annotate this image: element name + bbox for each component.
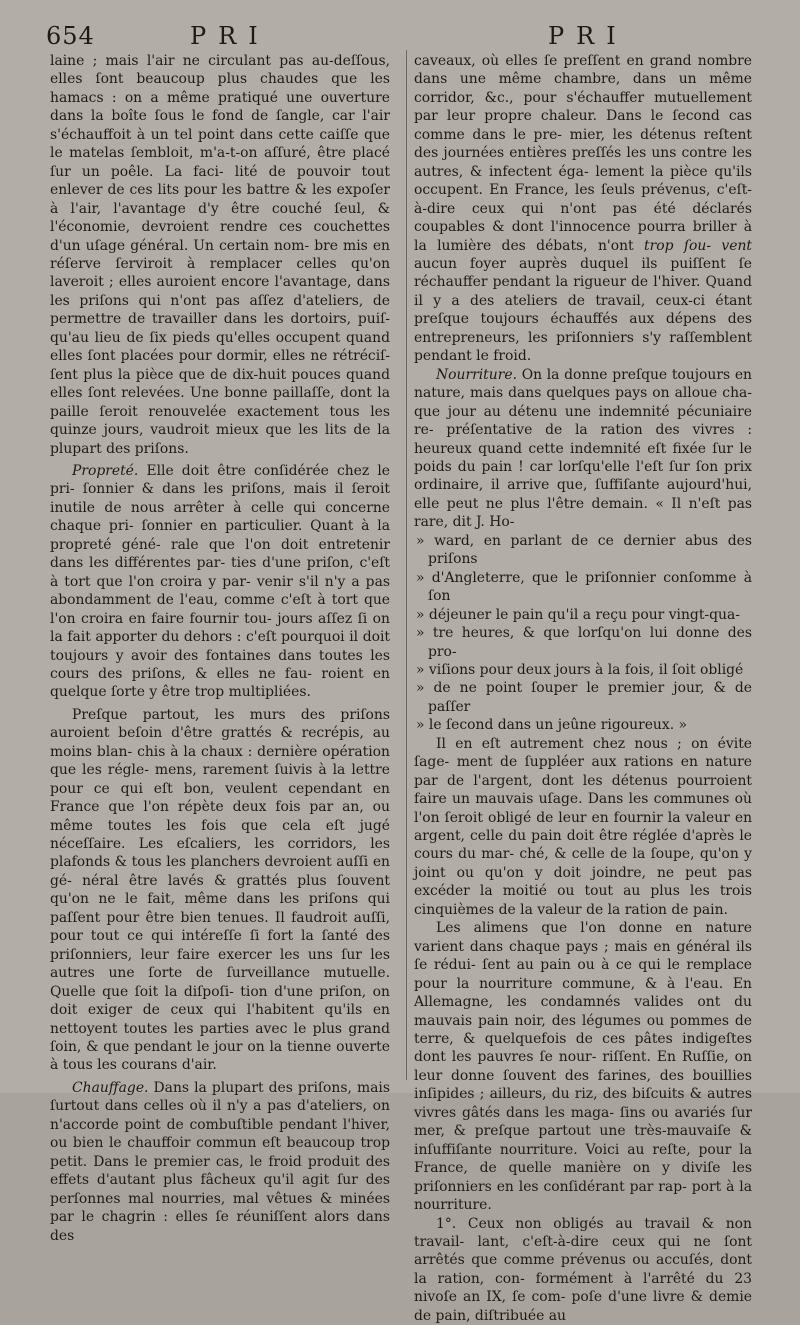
text-line: elles ſont placées pour dormir, elles ne rétréciſ- bbox=[50, 348, 390, 365]
running-head-right: PRI bbox=[548, 22, 628, 50]
section-heading-proprete: Propreté. bbox=[72, 462, 139, 479]
text-line: 1°. Ceux non obligés au travail & non travail- bbox=[414, 1215, 752, 1250]
text-line: comme prévenus ou accuſés, dont la ration, con- bbox=[414, 1252, 753, 1287]
text-line: couchettes d'un uſage général. Un certain nom- bbox=[50, 219, 390, 254]
text-line: poſe d'une livre & demie de pain, diſtribuée au bbox=[414, 1289, 753, 1324]
text-line: fait, même dans les priſons qui paſſent pour être bbox=[50, 891, 390, 926]
text-line: ment de ſuppléer aux rations en nature par de bbox=[414, 754, 752, 789]
text-line: point dans cette caiſſe que le matelas ſembloit, bbox=[50, 126, 391, 162]
text-line: n'accorde point de combuſtible pendant l'hiver, bbox=[50, 1116, 390, 1133]
text-line: ſurtout dans celles où il n'y a pas d'ateliers, on bbox=[50, 1098, 390, 1115]
paragraph-presque bbox=[50, 706, 390, 1075]
text-line: obligé de leur en fournir la valeur en argent, celle bbox=[414, 809, 753, 845]
text-line: de ces pâtes indigeſtes dont les pauvres ſe nour- bbox=[414, 1031, 752, 1066]
text-line: chis à la chaux : dernière opération que les régle- bbox=[50, 743, 390, 779]
text-line: ſurveillance mutuelle. Quelle que ſoit la diſpoſi- bbox=[50, 965, 391, 1000]
text-line: ſent plus la pièce que de dix-huit pouces quand bbox=[50, 366, 390, 383]
text-line: Preſque partout, les murs des priſons auroient bbox=[50, 706, 390, 742]
text-line: ſins ou avariés ſur mer, & preſque partout une bbox=[414, 1104, 752, 1140]
text-line: l'habitent qu'ils en nettoyent toutes les parties bbox=[50, 1002, 390, 1037]
text-line: de nous arrêter à celle qui concerne chaque pri- bbox=[50, 499, 390, 535]
text-line: intéreſſe ſi fort la ſanté des priſonniers, leur bbox=[50, 928, 391, 963]
text-line: qu'on laveroit ; elles auroient encore l'avantage, bbox=[50, 255, 391, 291]
text-line: petit. Dans le premier cas, le froid produit des bbox=[50, 1153, 390, 1170]
text-line: rale que l'on doit entretenir dans les différentes par- bbox=[50, 536, 390, 572]
text-line: m'a-t-on aſſuré, être placé ſur un poêle. La faci- bbox=[50, 145, 390, 180]
text-line: elles ſont relevées. Une bonne paillaſſe, dont la bbox=[50, 385, 390, 402]
text-line: lité de pouvoir tout enlever de ces lits pour les bbox=[50, 163, 390, 199]
text-line: chaleur. Dans le ſecond cas comme dans le pre- bbox=[414, 108, 753, 143]
text-line: des biſcuits & autres vivres gâtés dans les maga- bbox=[414, 1086, 752, 1121]
text-line: mens, rarement ſuivis à la lettre pour ce qui eſt bbox=[50, 762, 391, 797]
paragraph-point-one bbox=[414, 1215, 752, 1325]
text-line: des légumes ou pommes de terre, & quelquefois bbox=[414, 1012, 752, 1048]
text-line: ſent au pain ou à ce qui le remplace pour la bbox=[414, 957, 753, 992]
text-line: dans toutes les cours des priſons, & elles ne fau- bbox=[50, 647, 390, 682]
text-line: toujours échauffés aux dépens des entrepreneurs, bbox=[414, 311, 752, 346]
quote-line: » de ne point ſouper le premier jour, & de paſſer bbox=[414, 679, 752, 716]
text-line: y doit joindre, ne peut pas excéder la moitié bbox=[414, 864, 752, 900]
text-line: riſſent. En Ruſſie, on leur donne ſouvent des bbox=[414, 1049, 752, 1084]
text-line: On la donne preſque toujours en bbox=[517, 366, 752, 383]
paragraph-nourriture bbox=[414, 366, 752, 532]
text-line: a même pratiqué une ouverture dans la boîte ſous bbox=[50, 89, 390, 125]
text-line: permettre de travailler dans les dortoirs, puiſ- bbox=[50, 311, 390, 328]
text-line: ſonnier en particulier. Quant à la propreté géné- bbox=[50, 518, 391, 553]
text-line: ou tout au plus les trois cinquièmes de la valeur de bbox=[414, 883, 752, 918]
text-line: Dans la plupart des priſons, mais bbox=[148, 1079, 390, 1096]
text-line: reſte, pour la France, de quelle manière on y bbox=[414, 1141, 753, 1177]
text-line: diviſe les priſonniers en les conſidérant par rap- bbox=[414, 1160, 752, 1195]
running-head-left: PRI bbox=[190, 22, 270, 50]
paragraph-lits bbox=[50, 52, 390, 458]
text-line: bien tenues. Il faudroit auſſi, pour tout ce qui bbox=[50, 909, 390, 945]
paragraph-proprete bbox=[50, 462, 390, 702]
text-line: été déclarés coupables & dont l'innocence pourra bbox=[414, 200, 752, 236]
text-line: pain ! car lorſqu'elle l'eſt ſur ſon prix ordinaire, bbox=[414, 458, 752, 494]
text-line: ſonnier & dans les priſons, mais il ſeroit inutile bbox=[50, 481, 390, 516]
text-line: le fond de ſangle, car l'air s'échauffoit à un tel bbox=[50, 108, 390, 143]
italic-phrase: vent bbox=[721, 237, 753, 254]
text-line: venir s'il n'y a pas abondamment de l'eau, comme bbox=[50, 573, 390, 609]
text-line: caveaux, où elles ſe preſſent en grand nombre dans bbox=[414, 53, 752, 88]
text-line: lement la pièce qu'ils occupent. En France, les bbox=[414, 163, 753, 199]
text-line: briller à la lumière des débats, n'ont bbox=[414, 219, 752, 254]
text-line: ché, & celle de la ſoupe, qu'on y joint ou qu'on bbox=[414, 846, 752, 881]
page-header bbox=[0, 18, 800, 52]
text-line: tion d'une priſon, on doit exiger de ceux qui bbox=[50, 983, 390, 1019]
text-line: bre mis en réſerve ſerviroit à remplacer celles bbox=[50, 237, 390, 272]
text-line: preſſés les uns contre les autres, & infectent éga- bbox=[414, 145, 752, 180]
text-line: jours, vaudroit mieux que les lits de la plupart bbox=[50, 422, 390, 457]
text-line: Les alimens que l'on donne en nature varient bbox=[414, 920, 752, 955]
quote-line: » d'Angleterre, que le priſonnier conſomme à ſon bbox=[414, 569, 752, 606]
paragraph-il-en-est bbox=[414, 735, 752, 920]
text-line: roient en quelque ſorte y être trop multipliées. bbox=[50, 665, 391, 701]
text-line: faire exercer les uns ſur les autres une ſorte de bbox=[50, 946, 390, 982]
text-line: dans les priſons qui n'ont pas aſſez d'ateliers, de bbox=[50, 274, 390, 309]
text-line: les priſonniers s'y raſſemblent pendant le froid. bbox=[414, 329, 752, 365]
text-line: port à la nourriture. bbox=[414, 1178, 752, 1214]
text-line: quand cette indemnité eſt fixée ſur le poids du bbox=[414, 440, 752, 475]
text-line: pour s'échauffer mutuellement par leur propre bbox=[414, 89, 753, 125]
text-line: par le chagrin : elles ſe réuniſſent alors dans des bbox=[50, 1209, 390, 1244]
text-line: laine ; mais l'air ne circulant pas au-deſſous, elles bbox=[50, 53, 390, 88]
text-line: formément à l'arrêté du 23 nivoſe an IX, ſe com- bbox=[414, 1270, 752, 1306]
text-line: paille ſeroit renouvelée exactement tous les quinze bbox=[50, 403, 390, 439]
text-line: nature, mais dans quelques pays on alloue cha- bbox=[414, 385, 752, 402]
section-heading-chauffage: Chauffage. bbox=[72, 1079, 149, 1096]
text-line: qu'au lieu de ſix pieds qu'elles occupent quand bbox=[50, 329, 390, 346]
text-line: la ration de pain. bbox=[607, 901, 728, 918]
quote-line: » déjeuner le pain qu'il a reçu pour vingt-qua- bbox=[414, 606, 752, 624]
text-line: ou bien le chauffoir commun eſt beaucoup trop bbox=[50, 1135, 390, 1152]
italic-phrase: trop ſou- bbox=[644, 237, 712, 254]
text-line: il arrive que, ſuffiſante aujourd'hui, elle peut ne bbox=[414, 477, 753, 512]
text-line: beſoin d'être grattés & recrépis, au moins blan- bbox=[50, 725, 390, 760]
text-line: aucun foyer auprès duquel ils puiſſent ſe bbox=[414, 255, 752, 272]
text-line: lant, c'eſt-à-dire ceux qui ne ſont arrêtés que bbox=[414, 1234, 752, 1269]
text-line: perſonnes mal nourries, mal vêtues & minées bbox=[50, 1190, 390, 1207]
text-line: mier, les détenus reſtent des journées entières bbox=[414, 126, 753, 162]
text-line: que jour au détenu une indemnité pécuniaire re- bbox=[414, 403, 752, 439]
text-line: effets d'autant plus fâcheux qu'il agit ſur des bbox=[50, 1172, 390, 1189]
text-line: mauvais uſage. Dans les communes où l'on ſeroit bbox=[414, 791, 752, 826]
text-line: une même chambre, dans un même corridor, &c., bbox=[414, 71, 753, 106]
text-line: on la tienne ouverte à tous les courans d'air. bbox=[50, 1039, 390, 1074]
text-line: jours aſſez ſi on la fait apporter du dehors : c'eſt bbox=[50, 610, 390, 646]
text-line: couché ſeul, & l'économie, devroient rendre ces bbox=[50, 200, 390, 236]
text-line: néral être lavés & grattés plus ſouvent qu'on ne le bbox=[50, 872, 390, 908]
text-line: préſentative de la ration des vivres : heureux bbox=[414, 422, 752, 457]
text-line: nourriture commune, & à l'eau. En Allemagne, bbox=[414, 975, 752, 1011]
text-line: réchauffer pendant la rigueur de l'hiver. Quand bbox=[414, 274, 752, 291]
text-line: c'eſt à tort que l'on croira en faire fournir tou- bbox=[50, 592, 391, 627]
paragraph-chauffage-cont bbox=[414, 52, 752, 366]
quote-line: » ward, en parlant de ce dernier abus des priſons bbox=[414, 532, 752, 569]
quote-line: » le ſecond dans un jeûne rigoureux. » bbox=[414, 716, 752, 734]
text-line: eſt jugé néceſſaire. Les eſcaliers, les corridors, les bbox=[50, 817, 390, 853]
column-divider bbox=[406, 50, 407, 1080]
quote-line: » viſions pour deux jours à la fois, il ſoit obligé bbox=[414, 661, 752, 679]
text-line: farines, des bouillies inſipides ; ailleurs, du riz, bbox=[414, 1067, 752, 1103]
text-line: Elle doit être conſidérée chez le pri- bbox=[50, 462, 390, 498]
text-line: ties d'une priſon, c'eſt à tort que l'on croira y par- bbox=[50, 555, 391, 590]
text-line: très-mauvaiſe & inſuffiſante nourriture. Voici au bbox=[414, 1123, 752, 1158]
text-line: bon, veulent cependant en France que l'on répète bbox=[50, 780, 391, 816]
text-line: des priſons. bbox=[106, 440, 189, 457]
text-line: du pain doit être réglée d'après le cours du mar- bbox=[414, 828, 753, 863]
text-line: ſont beaucoup plus chaudes que les hamacs : on bbox=[50, 71, 390, 106]
text-line: il y a des ateliers de travail, ceux-ci étant preſque bbox=[414, 292, 752, 328]
text-line: pourquoi il doit toujours y avoir des fontaines bbox=[50, 629, 390, 664]
text-line: plus l'être demain. « Il n'eſt pas rare, dit J. Ho- bbox=[414, 495, 753, 531]
right-column bbox=[414, 52, 752, 1325]
page-number: 654 bbox=[46, 22, 95, 50]
text-line: plafonds & tous les planchers devroient auſſi en gé- bbox=[50, 854, 390, 889]
text-line: ſeuls prévenus, c'eſt-à-dire ceux qui n'ont pas bbox=[414, 182, 752, 217]
text-line: l'argent, dont les détenus pourroient faire un bbox=[414, 772, 752, 808]
section-heading-nourriture: Nourriture. bbox=[436, 366, 517, 383]
text-line: les condamnés valides ont du mauvais pain noir, bbox=[414, 994, 752, 1029]
paragraph-alimens bbox=[414, 919, 752, 1214]
text-line: deux fois par an, ou même toutes les fois que cela bbox=[50, 799, 390, 834]
quote-line: » tre heures, & que lorſqu'on lui donne des pro- bbox=[414, 624, 752, 661]
text-line: Il en eſt autrement chez nous ; on évite ſage- bbox=[414, 735, 752, 771]
paragraph-chauffage bbox=[50, 1079, 390, 1245]
text-line: dans chaque pays ; mais en général ils ſe rédui- bbox=[414, 938, 752, 974]
text-line: battre & les expoſer à l'air, l'avantage d'y être bbox=[50, 182, 390, 217]
left-column bbox=[50, 52, 390, 1245]
text-line: avec le plus grand ſoin, & que pendant le jour bbox=[50, 1020, 390, 1056]
